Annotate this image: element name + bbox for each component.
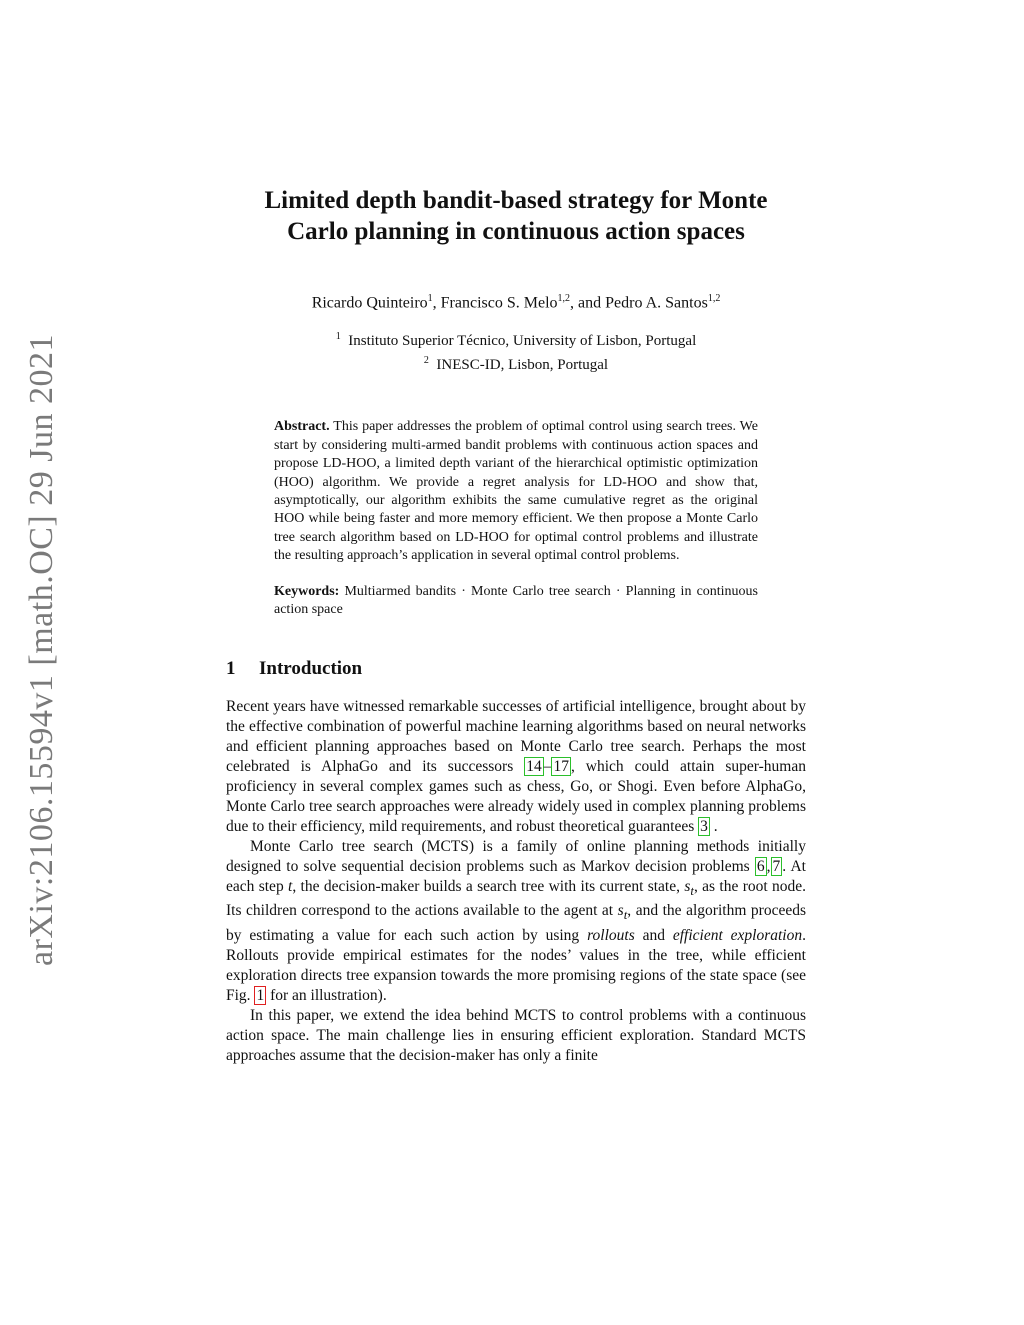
arxiv-side-stamp xyxy=(18,334,66,966)
paragraph-text: , as the root node. Its children correspond to the actions available to the agent at xyxy=(226,878,806,920)
author-affiliation-mark: 1,2 xyxy=(557,293,571,304)
paragraph-text: , which could attain super-human proficiency in several complex games such as chess, Go, or Shogi. Even before AlphaGo, Monte Carlo tree search approaches were already widely used in complex planning problems due to their efficiency, mild requirements, and robust theoretical guarantees xyxy=(226,758,806,836)
arxiv-identifier: arXiv:2106.15594v1 [math.OC] 29 Jun 2021 xyxy=(23,334,61,966)
paragraph-text: , and the algorithm proceeds by estimating a value for each such action by using xyxy=(226,902,806,944)
paper-first-page xyxy=(226,185,806,1066)
author-name: Pedro A. Santos xyxy=(605,294,708,312)
paragraph-text: . xyxy=(709,818,718,836)
author-separator: , and xyxy=(570,294,606,312)
affiliation xyxy=(226,327,806,351)
keywords-label: Keywords: xyxy=(274,583,340,599)
paragraph-text: . Rollouts provide empirical estimates for the nodes’ values in the tree, while efficient exploration directs tree expansion towards the more promising regions of the state space (see Fig. xyxy=(226,926,806,1004)
citation-link[interactable] xyxy=(698,817,710,836)
affiliation xyxy=(226,351,806,375)
author-name: Ricardo Quinteiro xyxy=(311,294,428,312)
citation-link[interactable] xyxy=(755,857,767,876)
author-list xyxy=(226,289,806,313)
author-name: Francisco S. Melo xyxy=(440,294,558,312)
paragraph-text: for an illustration). xyxy=(266,986,387,1004)
citation-number: 17 xyxy=(553,758,569,776)
math-subscript: t xyxy=(623,907,628,923)
math-subscript: t xyxy=(690,883,694,899)
math-variable: t xyxy=(288,878,293,896)
affiliation-text: Instituto Superior Técnico, University of Lisbon, Portugal xyxy=(348,333,697,350)
citation-range-dash: – xyxy=(543,758,552,776)
figure-number: 1 xyxy=(256,986,265,1004)
section-number: 1 xyxy=(226,658,236,680)
affiliation-list xyxy=(226,327,806,375)
paragraph-text: Recent years have witnessed remarkable successes of artificial intelligence, brought about by the effective combination of powerful machine learning algorithms based on neural networks and efficient planning approaches based on Monte Carlo tree search. Perhaps the most celebrated is AlphaGo and its successors xyxy=(226,698,806,776)
citation-number: 7 xyxy=(772,858,781,876)
paragraph xyxy=(226,837,806,1005)
citation-link[interactable] xyxy=(771,857,783,876)
author-affiliation-mark: 1,2 xyxy=(707,293,721,304)
introduction-body xyxy=(226,697,806,1065)
paper-title xyxy=(226,185,806,247)
figure-link[interactable] xyxy=(254,986,266,1005)
citation-number: 3 xyxy=(700,818,708,836)
paragraph-text: Monte Carlo tree search (MCTS) is a family of online planning methods initially designed to solve sequential decision problems such as Markov decision problems xyxy=(226,838,806,876)
title-line-1: Limited depth bandit-based strategy for Monte xyxy=(264,187,768,214)
citation-link[interactable] xyxy=(551,757,571,776)
math-variable: s xyxy=(617,902,624,920)
abstract-text: This paper addresses the problem of optimal control using search trees. We start by considering multi-armed bandit problems with continuous action spaces and propose LD-HOO, a limited depth variant of the hierarchical optimistic optimization (HOO) algorithm. We provide a regret analysis for LD-HOO and show that, asymptotically, our algorithm exhibits the same cumulative regret as the original HOO while being faster and more memory efficient. We then propose a Monte Carlo tree search algorithm based on LD-HOO for optimal control problems and illustrate the resulting approach’s application in several optimal control problems. xyxy=(274,419,758,564)
citation-number: 14 xyxy=(526,758,542,776)
paragraph-text: , the decision-maker builds a search tree with its current state, xyxy=(292,878,685,896)
author-affiliation-mark: 1 xyxy=(427,293,433,304)
section-title: Introduction xyxy=(259,658,363,680)
author-separator: , xyxy=(432,294,441,312)
keywords xyxy=(274,583,758,620)
citation-link[interactable] xyxy=(524,757,544,776)
affiliation-mark: 2 xyxy=(423,355,429,367)
title-line-2: Carlo planning in continuous action spaces xyxy=(287,218,745,245)
affiliation-text: INESC-ID, Lisbon, Portugal xyxy=(436,357,609,374)
emphasis: rollouts xyxy=(587,926,635,944)
paragraph-text: . At each step xyxy=(226,858,806,896)
math-variable: s xyxy=(684,878,691,896)
section-heading xyxy=(226,657,806,681)
citation-number: 6 xyxy=(756,858,765,876)
paragraph xyxy=(226,697,806,837)
keywords-text: Multiarmed bandits · Monte Carlo tree search · Planning in continuous action space xyxy=(274,583,759,617)
abstract xyxy=(274,418,758,565)
affiliation-mark: 1 xyxy=(335,331,341,343)
emphasis: efficient exploration xyxy=(672,926,803,944)
abstract-label: Abstract. xyxy=(274,419,330,435)
citation-separator: , xyxy=(766,858,771,876)
paragraph-text: and xyxy=(634,926,673,944)
paragraph: In this paper, we extend the idea behind MCTS to control problems with a continuous action space. The main challenge lies in ensuring efficient exploration. Standard MCTS approaches assume that the decision-maker has only a finite xyxy=(226,1006,806,1064)
